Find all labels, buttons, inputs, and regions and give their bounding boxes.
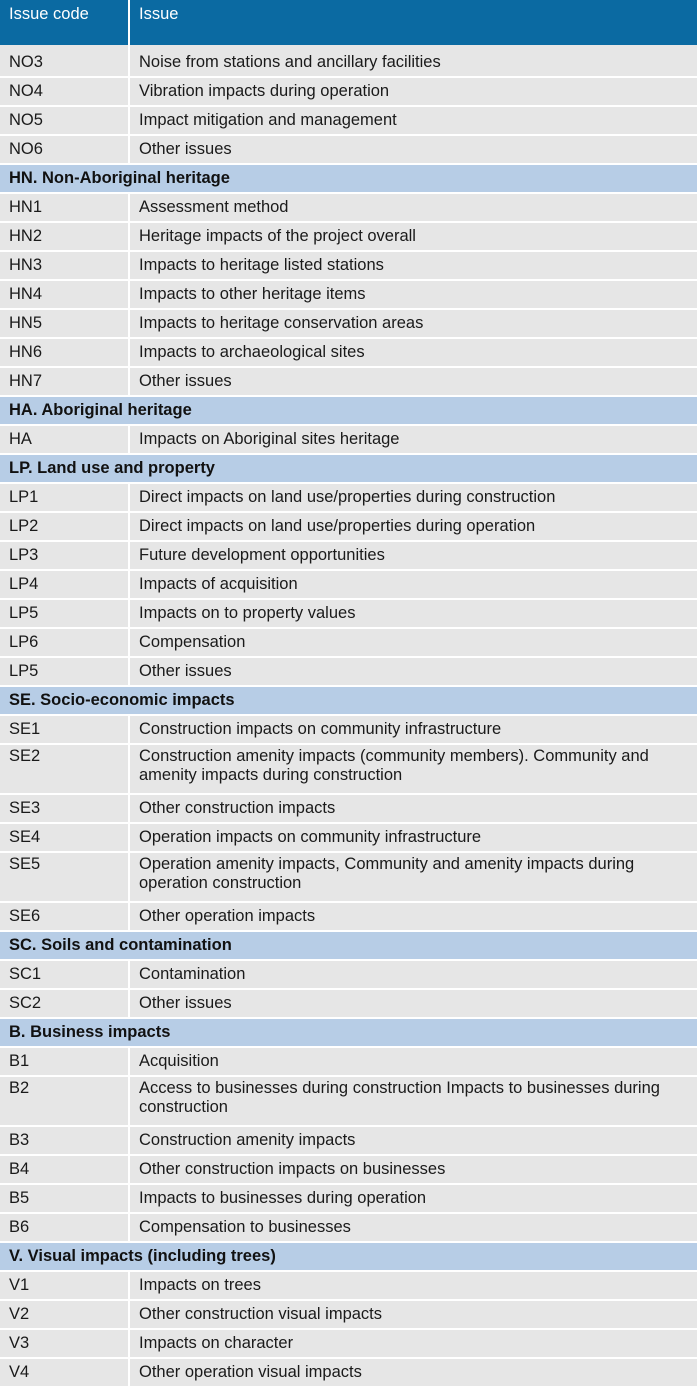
issue-code-cell: HN1 <box>0 193 129 222</box>
table-row <box>0 541 697 570</box>
issue-description-cell: Impacts on trees <box>129 1271 697 1300</box>
issue-description-cell: Acquisition <box>129 1047 697 1076</box>
section-title: V. Visual impacts (including trees) <box>0 1242 697 1271</box>
table-row <box>0 657 697 686</box>
section-title: HN. Non-Aboriginal heritage <box>0 164 697 193</box>
section-header-row <box>0 686 697 715</box>
issue-description-cell: Impacts to heritage conservation areas <box>129 309 697 338</box>
issue-code-cell: V4 <box>0 1358 129 1387</box>
issue-description-cell: Vibration impacts during operation <box>129 77 697 106</box>
issue-code-cell: SC1 <box>0 960 129 989</box>
table-row <box>0 1271 697 1300</box>
table-row <box>0 989 697 1018</box>
section-header-row <box>0 164 697 193</box>
issue-description-cell: Other construction impacts on businesses <box>129 1155 697 1184</box>
issue-description-cell: Impacts to other heritage items <box>129 280 697 309</box>
table-row <box>0 338 697 367</box>
header-row <box>0 0 697 45</box>
issue-code-cell: NO6 <box>0 135 129 164</box>
issue-code-cell: B4 <box>0 1155 129 1184</box>
table-row <box>0 280 697 309</box>
issue-description-cell: Other issues <box>129 657 697 686</box>
table-row <box>0 1126 697 1155</box>
table-row <box>0 1213 697 1242</box>
section-title: LP. Land use and property <box>0 454 697 483</box>
table-row <box>0 1047 697 1076</box>
issue-code-cell: HN5 <box>0 309 129 338</box>
issue-description-cell: Other issues <box>129 367 697 396</box>
table-row <box>0 823 697 852</box>
issue-code-cell: HN3 <box>0 251 129 280</box>
table-row <box>0 135 697 164</box>
table-row <box>0 367 697 396</box>
issue-code-cell: LP2 <box>0 512 129 541</box>
table-body <box>0 45 697 1387</box>
table-row <box>0 309 697 338</box>
table-row <box>0 512 697 541</box>
table-header <box>0 0 697 45</box>
issue-code-cell: LP5 <box>0 599 129 628</box>
issue-code-cell: B1 <box>0 1047 129 1076</box>
issue-description-cell: Impacts on Aboriginal sites heritage <box>129 425 697 454</box>
issue-code-cell: SE5 <box>0 852 129 902</box>
section-header-row <box>0 1018 697 1047</box>
section-title: SC. Soils and contamination <box>0 931 697 960</box>
table-row <box>0 960 697 989</box>
issue-description-cell: Other construction visual impacts <box>129 1300 697 1329</box>
table-row <box>0 1329 697 1358</box>
issue-description-cell: Heritage impacts of the project overall <box>129 222 697 251</box>
issue-code-cell: SE1 <box>0 715 129 744</box>
issue-description-cell: Access to businesses during construction Impacts to businesses during construction <box>129 1076 697 1126</box>
table-row <box>0 193 697 222</box>
issue-description-cell: Construction amenity impacts <box>129 1126 697 1155</box>
table-row <box>0 1300 697 1329</box>
table-row <box>0 744 697 794</box>
table-row <box>0 45 697 77</box>
table-row <box>0 570 697 599</box>
table-row <box>0 628 697 657</box>
issue-description-cell: Construction impacts on community infrastructure <box>129 715 697 744</box>
table-row <box>0 483 697 512</box>
issue-description-cell: Other operation impacts <box>129 902 697 931</box>
table-row <box>0 1076 697 1126</box>
issue-description-cell: Other construction impacts <box>129 794 697 823</box>
issue-code-cell: B2 <box>0 1076 129 1126</box>
issue-description-cell: Future development opportunities <box>129 541 697 570</box>
issue-code-cell: V2 <box>0 1300 129 1329</box>
issue-description-cell: Impacts to heritage listed stations <box>129 251 697 280</box>
issue-code-cell: HA <box>0 425 129 454</box>
issue-code-cell: LP1 <box>0 483 129 512</box>
issue-code-cell: SE6 <box>0 902 129 931</box>
issue-description-cell: Construction amenity impacts (community members). Community and amenity impacts during construction <box>129 744 697 794</box>
issue-code-cell: NO3 <box>0 45 129 77</box>
issue-code-cell: SE4 <box>0 823 129 852</box>
issue-column-header: Issue <box>129 0 697 45</box>
issue-code-column-header: Issue code <box>0 0 129 45</box>
section-header-row <box>0 454 697 483</box>
issue-description-cell: Other issues <box>129 135 697 164</box>
issue-code-cell: NO5 <box>0 106 129 135</box>
table-row <box>0 902 697 931</box>
section-header-row <box>0 931 697 960</box>
issue-description-cell: Direct impacts on land use/properties during construction <box>129 483 697 512</box>
table-row <box>0 1184 697 1213</box>
issue-code-cell: SE2 <box>0 744 129 794</box>
table-row <box>0 106 697 135</box>
table-row <box>0 1155 697 1184</box>
issue-code-cell: HN7 <box>0 367 129 396</box>
issue-description-cell: Compensation <box>129 628 697 657</box>
table-row <box>0 251 697 280</box>
issue-code-cell: HN6 <box>0 338 129 367</box>
issue-code-cell: B5 <box>0 1184 129 1213</box>
issue-description-cell: Other issues <box>129 989 697 1018</box>
section-title: B. Business impacts <box>0 1018 697 1047</box>
issue-code-cell: HN4 <box>0 280 129 309</box>
issue-code-cell: B3 <box>0 1126 129 1155</box>
issue-description-cell: Operation amenity impacts, Community and amenity impacts during operation construction <box>129 852 697 902</box>
section-header-row <box>0 1242 697 1271</box>
issue-description-cell: Direct impacts on land use/properties during operation <box>129 512 697 541</box>
issue-description-cell: Assessment method <box>129 193 697 222</box>
table-row <box>0 425 697 454</box>
issue-description-cell: Noise from stations and ancillary facilities <box>129 45 697 77</box>
table-row <box>0 794 697 823</box>
section-header-row <box>0 396 697 425</box>
table-row <box>0 852 697 902</box>
issue-code-cell: LP5 <box>0 657 129 686</box>
issue-description-cell: Compensation to businesses <box>129 1213 697 1242</box>
table-row <box>0 222 697 251</box>
issue-description-cell: Impacts to businesses during operation <box>129 1184 697 1213</box>
issue-description-cell: Impact mitigation and management <box>129 106 697 135</box>
issue-description-cell: Impacts on to property values <box>129 599 697 628</box>
issue-description-cell: Impacts of acquisition <box>129 570 697 599</box>
issue-description-cell: Impacts on character <box>129 1329 697 1358</box>
table-row <box>0 599 697 628</box>
issue-description-cell: Contamination <box>129 960 697 989</box>
table-row <box>0 1358 697 1387</box>
issue-description-cell: Operation impacts on community infrastructure <box>129 823 697 852</box>
table-row <box>0 77 697 106</box>
table-row <box>0 715 697 744</box>
section-title: HA. Aboriginal heritage <box>0 396 697 425</box>
issue-code-cell: LP4 <box>0 570 129 599</box>
issue-code-cell: LP3 <box>0 541 129 570</box>
issue-code-cell: B6 <box>0 1213 129 1242</box>
issue-description-cell: Other operation visual impacts <box>129 1358 697 1387</box>
issue-code-cell: V1 <box>0 1271 129 1300</box>
issue-code-cell: LP6 <box>0 628 129 657</box>
issue-description-cell: Impacts to archaeological sites <box>129 338 697 367</box>
section-title: SE. Socio-economic impacts <box>0 686 697 715</box>
issue-code-cell: NO4 <box>0 77 129 106</box>
issue-code-cell: SC2 <box>0 989 129 1018</box>
issue-code-cell: V3 <box>0 1329 129 1358</box>
issue-code-cell: SE3 <box>0 794 129 823</box>
issue-code-cell: HN2 <box>0 222 129 251</box>
